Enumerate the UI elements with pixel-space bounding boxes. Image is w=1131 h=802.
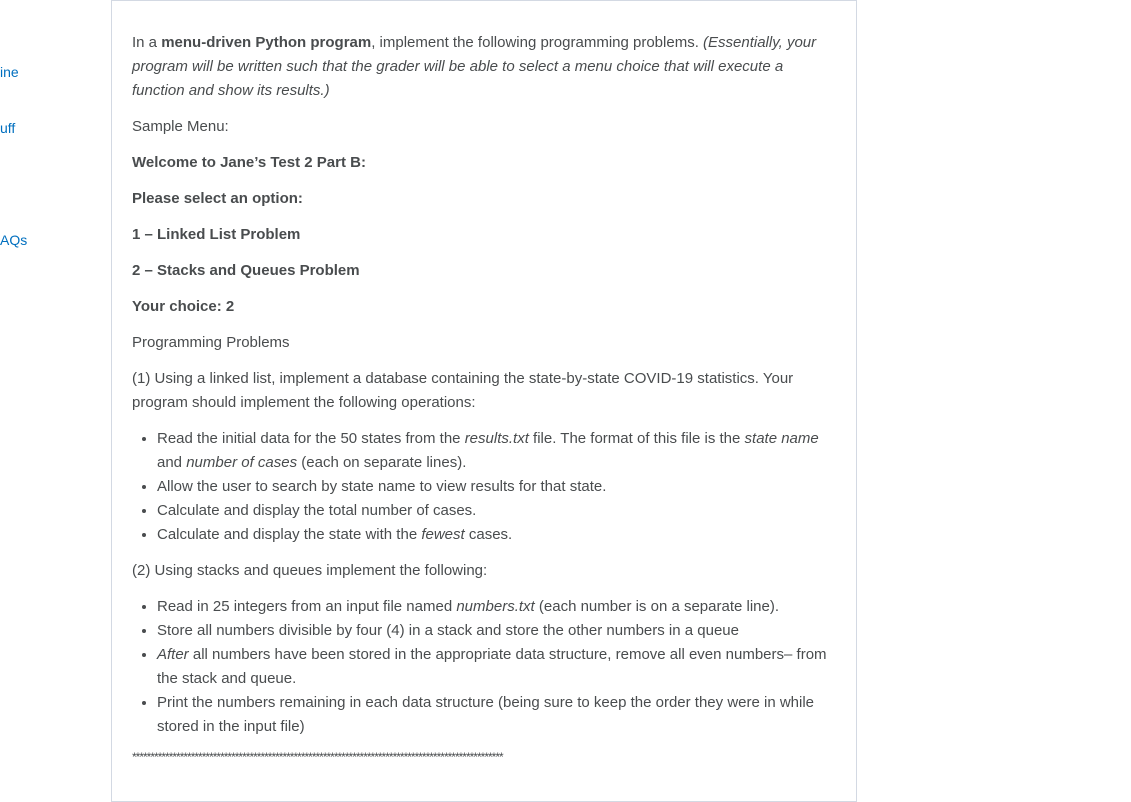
menu-option-1-text: 1 – Linked List Problem (132, 226, 301, 243)
sidebar-link-timeline[interactable]: ine (0, 64, 19, 80)
intro-paragraph (132, 31, 832, 103)
list-text: file. The format of this file is the (528, 430, 745, 447)
list-italic: numbers.txt (456, 598, 535, 615)
menu-prompt (132, 187, 832, 211)
list-text: (each number is on a separate line). (534, 598, 780, 615)
list-item (157, 523, 832, 547)
menu-welcome (132, 151, 832, 175)
sample-menu-label: Sample Menu: (132, 118, 229, 135)
list-item: • Store all numbers divisible by four (4) in a stack and store the other numbers in a queue (157, 619, 832, 643)
menu-choice (132, 295, 832, 319)
list-italic: After (157, 646, 189, 663)
list-italic: fewest (421, 526, 465, 543)
menu-prompt-text: Please select an option: (132, 190, 303, 207)
problems-heading: Programming Problems (132, 334, 290, 351)
list-text: all numbers have been stored in the appropriate data structure, remove all even numbers– from the stack and queue. (157, 646, 827, 687)
assignment-panel (111, 0, 857, 802)
intro-text-1: In a (132, 34, 162, 51)
problem-1-list (132, 427, 832, 547)
menu-choice-text: Your choice: 2 (132, 298, 235, 315)
menu-welcome-text: Welcome to Jane’s Test 2 Part B: (132, 154, 366, 171)
sidebar-link-faqs[interactable]: AQs (0, 232, 28, 248)
menu-option-1 (132, 223, 832, 247)
sidebar-link-stuff[interactable]: uff (0, 120, 16, 136)
list-item (157, 427, 832, 475)
list-item: • Allow the user to search by state name to view results for that state. (157, 475, 832, 499)
problem-1-paragraph: (1) Using a linked list, implement a database containing the state-by-state COVID-19 statistics. Your program should implement the following operations: (132, 370, 794, 411)
list-italic: state name (744, 430, 819, 447)
list-item (157, 643, 832, 691)
problem-2-paragraph: (2) Using stacks and queues implement the following: (132, 562, 488, 579)
course-sidebar (0, 0, 110, 775)
list-item: • Calculate and display the total number of cases. (157, 499, 832, 523)
list-italic: results.txt (464, 430, 529, 447)
list-text: Read the initial data for the 50 states from the (157, 430, 465, 447)
list-item (157, 595, 832, 619)
menu-option-2-text: 2 – Stacks and Queues Problem (132, 262, 360, 279)
divider-line: ***************************************************************************************************** (132, 751, 503, 763)
list-item: • Print the numbers remaining in each data structure (being sure to keep the order they were in while stored in the input file) (157, 691, 832, 739)
list-text: cases. (464, 526, 513, 543)
intro-bold: menu-driven Python program (161, 34, 372, 51)
list-text: (each on separate lines). (297, 454, 467, 471)
intro-text-2: , implement the following programming problems. (371, 34, 704, 51)
menu-option-2 (132, 259, 832, 283)
list-text: Calculate and display the state with the (157, 526, 422, 543)
assignment-content (132, 31, 832, 763)
list-text: Read in 25 integers from an input file named (157, 598, 457, 615)
intro-italic: (Essentially, your program will be written such that the grader will be able to select a menu choice that will execute a function and show its results.) (132, 34, 817, 99)
list-italic: number of cases (186, 454, 298, 471)
problem-2-list (132, 595, 832, 739)
list-text: and (157, 454, 187, 471)
